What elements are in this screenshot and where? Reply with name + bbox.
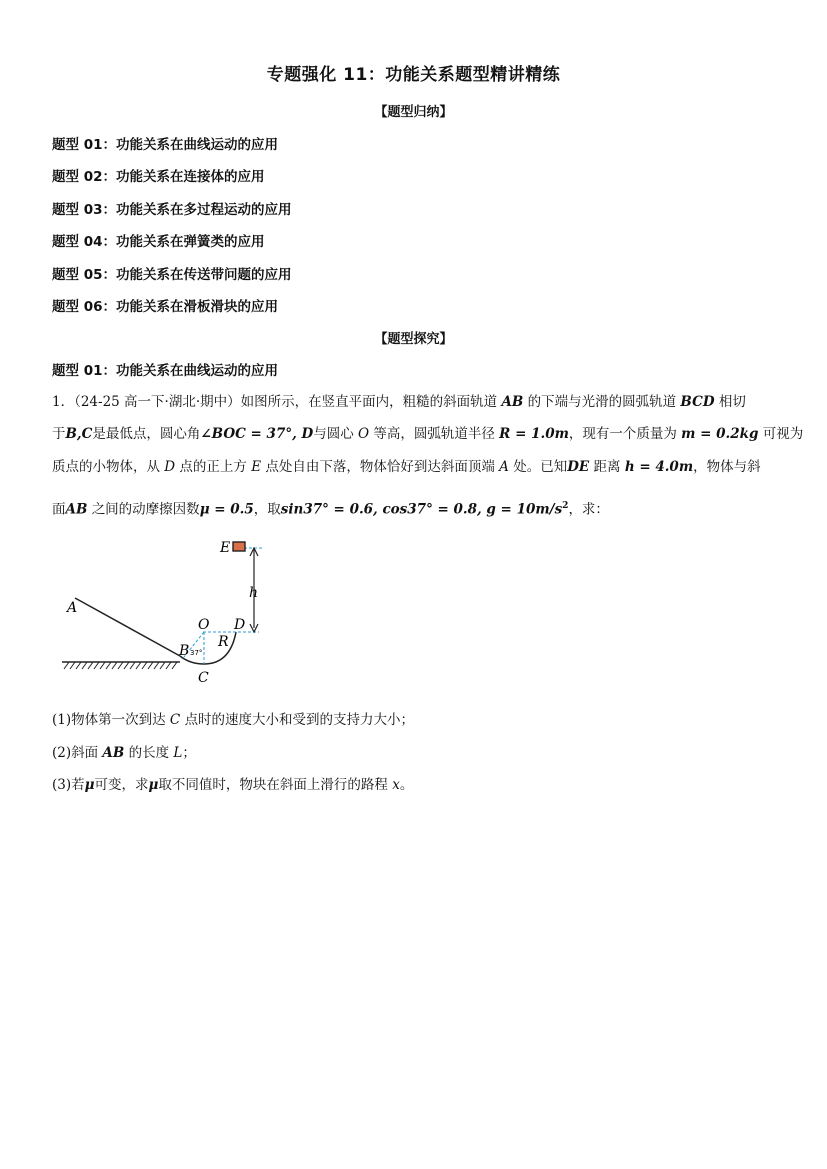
math-mu: μ	[84, 777, 95, 793]
math-angle: ∠BOC = 37°, D	[200, 426, 314, 442]
question-text: (3)若	[52, 777, 85, 793]
label-angle: 37°	[190, 649, 203, 657]
summary-item-text: 功能关系在连接体的应用	[116, 169, 265, 185]
label-a: A	[67, 600, 78, 616]
summary-item-label: 题型 01：	[52, 137, 116, 153]
problem-text: ，物体与斜	[693, 459, 761, 475]
summary-item-label: 题型 06：	[52, 299, 116, 315]
explore-topic-label: 题型 01：	[52, 363, 116, 379]
question-text: 可变，求	[94, 777, 149, 793]
problem-text: 是最低点，圆心角	[92, 426, 201, 442]
summary-item-text: 功能关系在传送带问题的应用	[116, 267, 292, 283]
summary-item	[52, 230, 265, 250]
question-text: (1)物体第一次到达	[52, 712, 166, 728]
summary-item-label: 题型 04：	[52, 234, 116, 250]
problem-text: 与圆心	[313, 426, 354, 442]
problem-text: ，求：	[568, 501, 609, 518]
label-c: C	[198, 670, 209, 686]
problem-text: 可视为	[762, 426, 804, 442]
summary-item-text: 功能关系在曲线运动的应用	[116, 137, 278, 153]
physics-figure	[58, 533, 288, 693]
summary-item	[52, 165, 265, 185]
question-text: 。	[399, 777, 414, 793]
question-1	[52, 708, 414, 728]
problem-line-4	[52, 496, 777, 520]
math-square: 2	[562, 501, 569, 511]
label-e: E	[220, 540, 231, 556]
math-trig: sin37° = 0.6, cos37° = 0.8, g = 10m/s	[280, 501, 563, 518]
problem-text: ，现有一个质量为	[568, 426, 677, 442]
problem-text: 质点的小物体，从	[52, 459, 160, 475]
summary-item	[52, 263, 292, 283]
math-mu: μ	[148, 777, 159, 793]
explore-topic-text: 功能关系在曲线运动的应用	[116, 363, 278, 379]
label-r: R	[218, 634, 229, 650]
question-text: 的长度	[128, 745, 170, 761]
label-h: h	[249, 585, 259, 601]
ground	[62, 662, 180, 669]
problem-text: 距离	[593, 459, 621, 475]
problem-text: 于	[52, 426, 66, 442]
incline-ab	[75, 598, 180, 656]
math-ab: AB	[65, 501, 88, 518]
problem-text: ，取	[253, 501, 281, 518]
label-o: O	[198, 617, 210, 633]
problem-text: 点的正上方	[179, 459, 247, 475]
problem-text: 之间的动摩擦因数	[91, 501, 200, 518]
summary-item-text: 功能关系在滑板滑块的应用	[116, 299, 278, 315]
summary-item	[52, 198, 292, 218]
summary-heading: 【题型归纳】	[374, 105, 453, 120]
math-mu: μ = 0.5	[199, 501, 254, 518]
question-text: 点时的速度大小和受到的支持力大小；	[184, 712, 415, 728]
math-c: C	[169, 712, 181, 728]
question-text: 取不同值时，物块在斜面上滑行的路程	[158, 777, 388, 793]
problem-text: 相切	[718, 394, 746, 410]
question-3	[52, 773, 413, 793]
summary-item	[52, 295, 278, 315]
summary-item-text: 功能关系在弹簧类的应用	[116, 234, 265, 250]
problem-number: 1．	[52, 394, 75, 410]
math-o: O	[358, 426, 370, 442]
problem-text: 等高，圆弧轨道半径	[373, 426, 495, 442]
summary-item	[52, 133, 278, 153]
explore-heading: 【题型探究】	[374, 332, 453, 347]
problem-text: 的下端与光滑的圆弧轨道	[527, 394, 677, 410]
problem-text: 点处自由下落，物体恰好到达斜面顶端	[265, 459, 495, 475]
problem-text: 处。已知	[513, 459, 568, 475]
question-2	[52, 741, 196, 761]
question-text: (2)斜面	[52, 745, 99, 761]
math-d: D	[164, 459, 176, 475]
summary-item-label: 题型 03：	[52, 202, 116, 218]
summary-item-label: 题型 02：	[52, 169, 116, 185]
problem-text: 面	[52, 501, 66, 518]
page-title: 专题强化 11：功能关系题型精讲精练	[266, 65, 561, 85]
label-b: B	[179, 643, 190, 659]
explore-topic	[52, 359, 278, 379]
question-text: ；	[182, 745, 196, 761]
summary-item-label: 题型 05：	[52, 267, 116, 283]
problem-source: （24-25 高一下·湖北·期中）	[74, 394, 241, 410]
math-bc: B,C	[65, 426, 93, 442]
problem-line-1	[52, 392, 777, 412]
math-l: L	[173, 745, 183, 761]
label-d: D	[234, 617, 246, 633]
math-bcd: BCD	[680, 394, 715, 410]
math-m: m = 0.2kg	[681, 426, 759, 442]
math-x: x	[392, 777, 400, 793]
math-ab: AB	[501, 394, 524, 410]
math-de: DE	[567, 459, 590, 475]
problem-line-3	[52, 457, 777, 477]
block-e	[233, 542, 245, 551]
math-r: R = 1.0m	[499, 426, 569, 442]
problem-line-2	[52, 424, 804, 444]
summary-item-text: 功能关系在多过程运动的应用	[116, 202, 292, 218]
math-ab: AB	[102, 745, 125, 761]
math-a: A	[499, 459, 509, 475]
math-h: h = 4.0m	[624, 459, 694, 475]
problem-text: 如图所示，在竖直平面内，粗糙的斜面轨道	[240, 394, 498, 410]
math-e: E	[251, 459, 262, 475]
